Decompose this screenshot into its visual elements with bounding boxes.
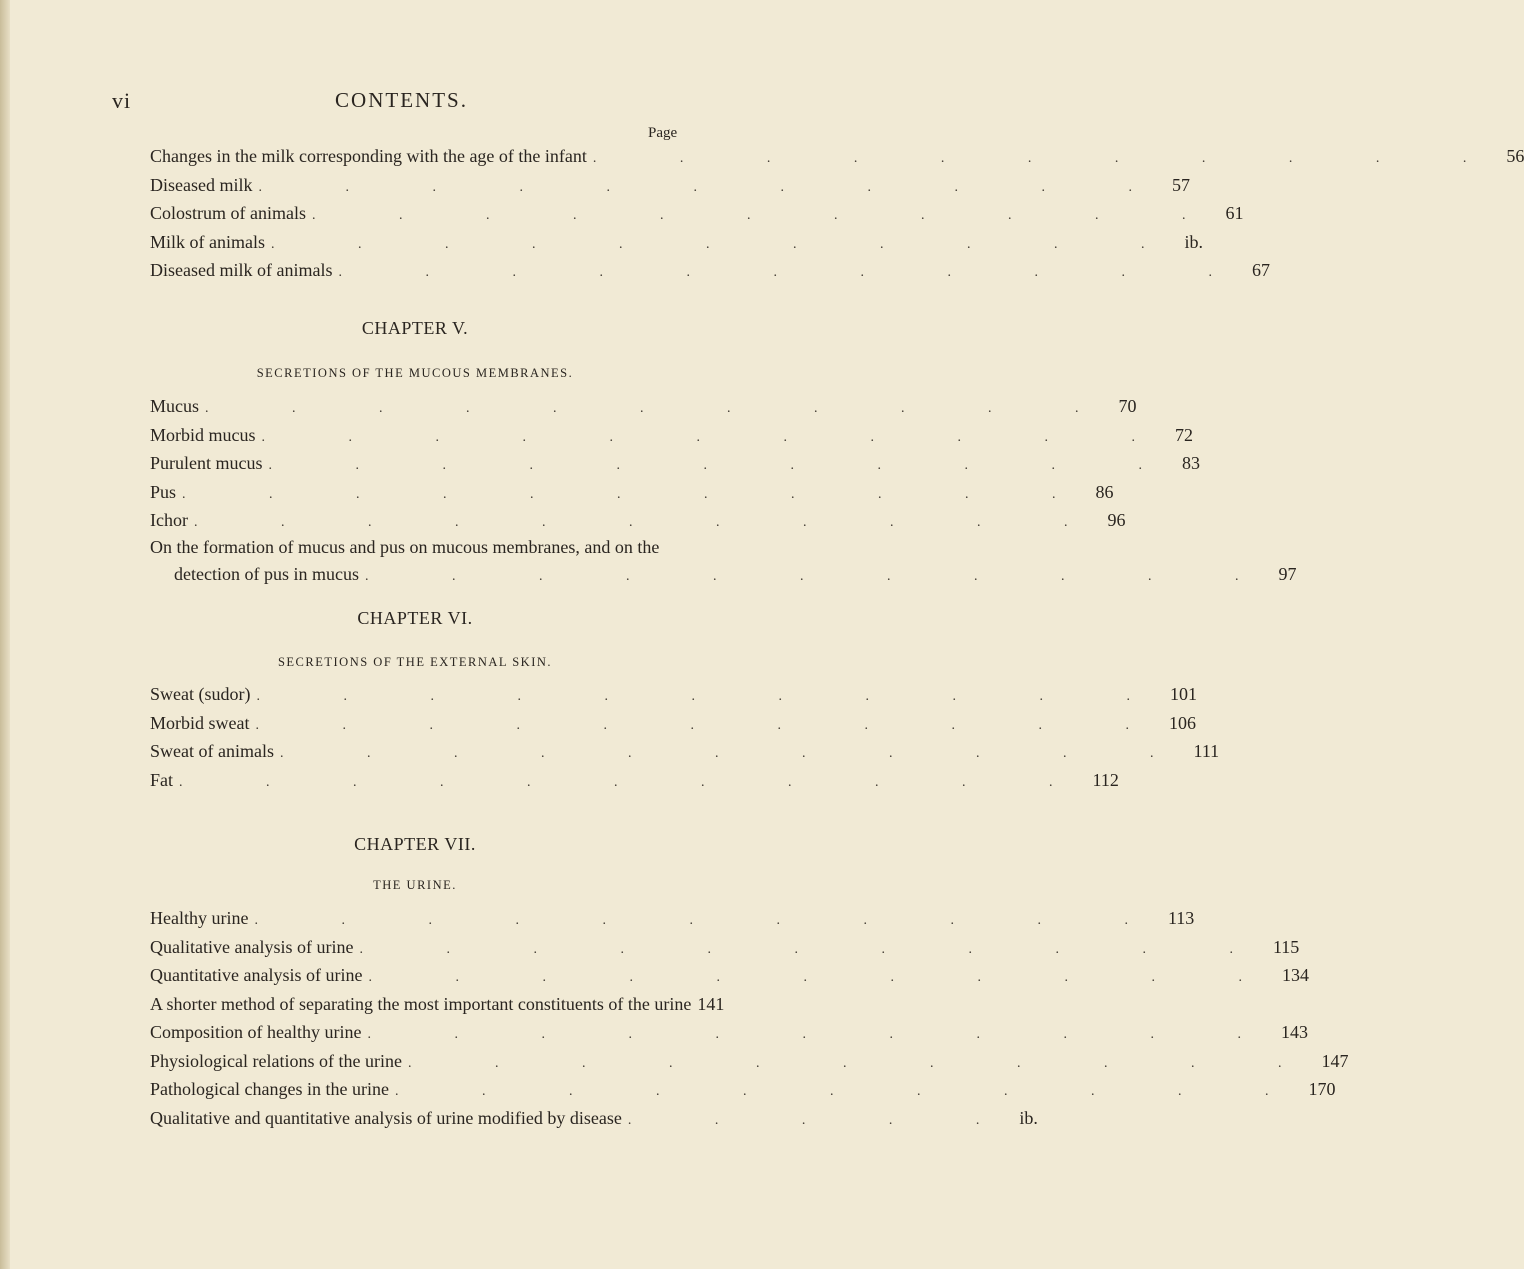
toc-entry[interactable] (150, 680, 1197, 709)
toc-entry[interactable] (150, 1018, 1308, 1047)
dot-leader: . . . . . . . . . . . (254, 913, 1168, 928)
toc-entry[interactable] (150, 171, 1190, 200)
toc-entry-title: Colostrum of animals (150, 203, 306, 223)
toc-entry-page: 67 (1251, 260, 1270, 280)
toc-entry-page: 83 (1182, 453, 1200, 473)
dot-leader: . . . . . . . . . . . (182, 486, 1096, 502)
section-heading: SECRETIONS OF THE MUCOUS MEMBRANES. (256, 366, 574, 380)
dot-leader: . . . . . . . . . . . (364, 568, 1279, 584)
toc-entry-title-line2: detection of pus in mucus (174, 563, 359, 584)
toc-entry-page: 143 (1280, 1022, 1308, 1042)
toc-entry-page: 86 (1095, 481, 1114, 502)
dot-leader: . . . . . . . . . . . (312, 208, 1226, 223)
toc-entry-title-line1: On the formation of mucus and pus on mucous membranes, and on the (150, 536, 660, 557)
toc-entry-title: Sweat (sudor) (150, 684, 251, 704)
toc-entry[interactable] (150, 421, 1193, 450)
toc-entry[interactable] (150, 737, 1220, 766)
toc-entry[interactable] (150, 933, 1300, 962)
dot-leader: . . . . . . . . . . . (367, 1027, 1281, 1042)
toc-entry[interactable] (150, 766, 1119, 795)
section-heading: SECRETIONS OF THE EXTERNAL SKIN. (277, 655, 553, 669)
toc-entry-title: Changes in the milk corresponding with the age of the infant (150, 146, 587, 166)
toc-entry-page: 134 (1281, 965, 1309, 985)
dot-leader: . . . . . . . . . . . (407, 1055, 1322, 1071)
toc-intro-list (150, 142, 1524, 285)
toc-entry-title: Milk of animals (150, 231, 265, 252)
toc-entry-page: 147 (1321, 1050, 1349, 1071)
dot-leader: . . . . . . . . . . . (261, 429, 1175, 445)
toc-entry[interactable] (150, 506, 1126, 535)
toc-entry-title: Composition of healthy urine (150, 1022, 362, 1042)
dot-leader: . . . . . . . . . . . (205, 401, 1119, 416)
dot-leader: . . . . . . . . . . . (193, 515, 1108, 530)
chapter-heading: CHAPTER V. (361, 318, 469, 338)
toc-entry[interactable] (150, 990, 725, 1019)
toc-entry-page: 170 (1308, 1079, 1336, 1099)
dot-leader: . . . . . . . . . . . (255, 717, 1169, 733)
toc-entry-title: Healthy urine (150, 908, 249, 928)
toc-entry-page: 101 (1169, 684, 1197, 704)
toc-entry-page: 96 (1107, 510, 1126, 530)
toc-entry[interactable] (150, 256, 1270, 285)
dot-leader: . . . . . . . . . . . (271, 236, 1185, 252)
dot-leader: . . . . . . . . . . . (338, 265, 1252, 280)
toc-entry[interactable] (150, 142, 1524, 171)
toc-entry-title: Quantitative analysis of urine (150, 965, 363, 985)
toc-entry-page: 112 (1092, 769, 1119, 790)
page-folio: vi (112, 88, 132, 113)
toc-entry-page: 106 (1168, 712, 1196, 733)
toc-entry-title: Physiological relations of the urine (150, 1050, 402, 1071)
toc-entry-page: 111 (1193, 741, 1220, 761)
dot-leader: . . . . . . . . . . . (394, 1084, 1309, 1099)
dot-leader: . . . . . . . . . . . (179, 774, 1093, 790)
dot-leader: . . . . . (627, 1112, 1020, 1128)
toc-entry-continuation (150, 560, 1297, 588)
toc-entry-title: Pathological changes in the urine (150, 1079, 389, 1099)
toc-entry[interactable] (150, 1104, 1038, 1133)
toc-chapter5-list (150, 392, 1297, 588)
toc-entry[interactable] (150, 199, 1244, 228)
toc-entry-page: 113 (1167, 908, 1195, 928)
running-title: CONTENTS. (335, 88, 468, 112)
toc-entry-page: 115 (1272, 936, 1300, 957)
page-column-label: Page (648, 125, 678, 141)
toc-entry-title: Diseased milk (150, 174, 253, 195)
toc-chapter6-list (150, 680, 1220, 794)
toc-entry-title: Morbid sweat (150, 712, 250, 733)
toc-entry[interactable] (150, 961, 1309, 990)
dot-leader: . . . . . . . . . . . (256, 689, 1170, 704)
toc-entry-page: 57 (1171, 174, 1190, 195)
toc-entry[interactable] (150, 478, 1114, 507)
toc-entry-title: Morbid mucus (150, 424, 256, 445)
toc-entry-title: Purulent mucus (150, 453, 263, 473)
toc-entry[interactable] (150, 709, 1196, 738)
toc-entry-page: 141 (697, 993, 725, 1014)
toc-chapter7-list (150, 904, 1349, 1132)
dot-leader: . . . . . . . . . . . (592, 151, 1507, 166)
toc-entry-page: 61 (1225, 203, 1244, 223)
dot-leader: . . . . . . . . . . . (359, 941, 1273, 957)
toc-entry-page: 56 (1506, 146, 1524, 166)
toc-entry[interactable] (150, 228, 1204, 257)
page-header (112, 88, 691, 118)
toc-entry-title: Qualitative analysis of urine (150, 936, 354, 957)
toc-entry-page: 97 (1278, 563, 1297, 584)
toc-entry[interactable] (150, 1075, 1336, 1104)
toc-entry[interactable] (150, 535, 1297, 588)
toc-entry-title: Sweat of animals (150, 741, 274, 761)
toc-entry[interactable] (150, 392, 1137, 421)
dot-leader: . . . . . . . . . . . (368, 970, 1282, 985)
toc-entry-title: Pus (150, 481, 177, 502)
toc-entry-page: 70 (1118, 396, 1137, 416)
chapter-heading: CHAPTER VII. (354, 834, 476, 854)
toc-entry[interactable] (150, 1047, 1349, 1076)
toc-entry-page: ib. (1184, 231, 1204, 252)
dot-leader: . . . . . . . . . . . (268, 458, 1182, 473)
toc-entry-page: ib. (1019, 1107, 1038, 1128)
toc-entry-title: A shorter method of separating the most important constituents of the urine (150, 993, 692, 1014)
toc-entry-title: Mucus (150, 396, 199, 416)
dot-leader: . . . . . . . . . . . (258, 179, 1172, 195)
toc-entry-title: Fat (150, 769, 174, 790)
toc-entry-page: 72 (1175, 424, 1193, 445)
toc-entry-title: Ichor (150, 510, 188, 530)
dot-leader: . . . . . . . . . . . (279, 746, 1194, 761)
toc-entry-title: Diseased milk of animals (150, 260, 333, 280)
section-heading: THE URINE. (373, 878, 457, 892)
toc-entry-title: Qualitative and quantitative analysis of urine modified by disease (150, 1107, 622, 1128)
chapter-heading: CHAPTER VI. (357, 608, 473, 628)
toc-entry[interactable] (150, 449, 1200, 478)
toc-entry[interactable] (150, 904, 1195, 933)
